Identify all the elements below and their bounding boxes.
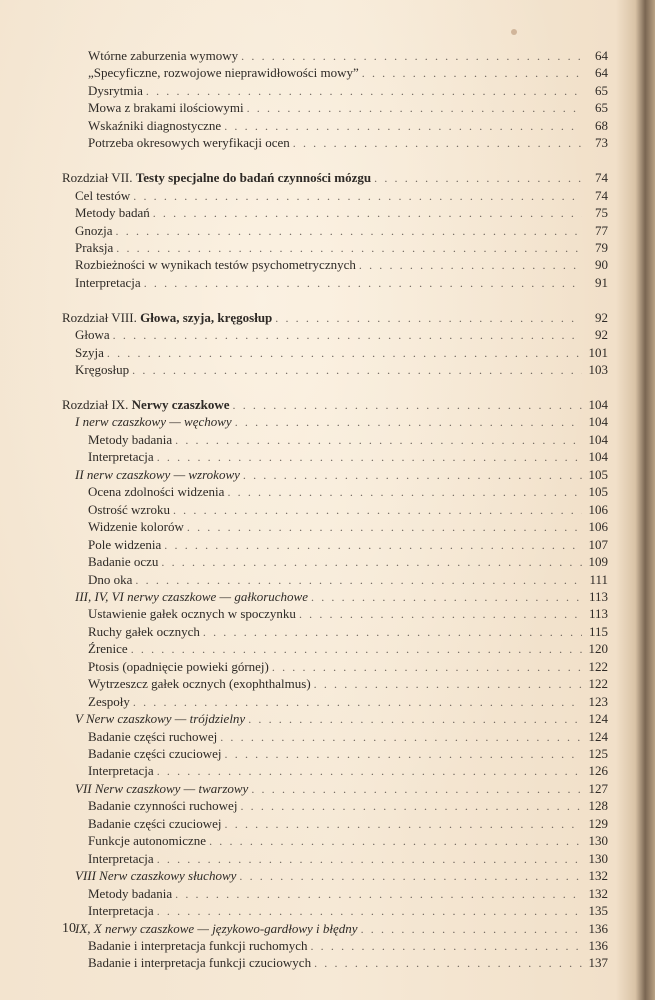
toc-section (75, 326, 608, 344)
dot-leader (133, 693, 582, 711)
toc-section (75, 466, 608, 484)
toc-entry-title: Interpretacja (88, 763, 154, 779)
toc-entry-title: Głowa (75, 327, 110, 343)
dot-leader (203, 623, 582, 641)
toc-entry-title: Ocena zdolności widzenia (88, 484, 225, 500)
toc-entry-title: Badanie czynności ruchowej (88, 798, 238, 814)
toc-section (75, 256, 608, 274)
toc-page-number: 68 (595, 117, 608, 133)
dot-leader (107, 344, 582, 362)
toc-entry (88, 658, 608, 676)
paper-stain (511, 29, 517, 35)
toc-page-number: 101 (588, 344, 608, 360)
toc-entry-title: Badanie części ruchowej (88, 728, 218, 744)
toc-entry-title: VII Nerw czaszkowy — twarzowy (75, 780, 249, 796)
toc-entry (88, 675, 608, 693)
toc-entry (88, 745, 608, 763)
dot-leader (225, 815, 582, 833)
toc-entry-title: Mowa z brakami ilościowymi (88, 100, 244, 116)
dot-leader (220, 728, 582, 746)
toc-entry-title: Praksja (75, 239, 114, 255)
toc-entry-title: Dysrytmia (88, 82, 143, 98)
toc-page-number: 124 (588, 711, 608, 727)
toc-entry-title: Pole widzenia (88, 536, 162, 552)
toc-page-number: 132 (588, 868, 608, 884)
dot-leader (247, 99, 582, 117)
dot-leader (161, 553, 582, 571)
toc-page-number: 105 (588, 466, 608, 482)
toc-page-number: 91 (595, 274, 608, 290)
toc-page-number: 115 (588, 623, 608, 639)
dot-leader (299, 605, 582, 623)
toc-entry (88, 553, 608, 571)
toc-entry (88, 623, 608, 641)
toc-entry-title: Metody badań (75, 205, 150, 221)
toc-page-number: 123 (588, 693, 608, 709)
toc-section (75, 710, 608, 728)
dot-leader (235, 413, 582, 431)
toc-page-number: 125 (588, 746, 608, 761)
toc-page-number: 64 (595, 48, 608, 63)
toc-entry (88, 605, 608, 623)
dot-leader (131, 640, 582, 658)
toc-page-number: 79 (595, 239, 608, 255)
toc-section (75, 920, 608, 938)
toc-entry (88, 937, 608, 955)
toc-entry-title: Badanie oczu (88, 554, 159, 570)
chapter-title: Testy specjalne do badań czynności mózgu (135, 170, 372, 186)
toc-section (75, 344, 608, 362)
toc-page-number: 77 (595, 222, 608, 238)
dot-leader (239, 867, 582, 885)
toc-entry (88, 954, 608, 972)
toc-entry-title: V Nerw czaszkowy — trójdzielny (75, 711, 246, 727)
toc-page-number: 128 (588, 798, 608, 814)
toc-entry-title (62, 396, 233, 414)
toc-section (75, 780, 608, 798)
toc-entry (88, 501, 608, 519)
dot-leader (116, 222, 582, 240)
toc-page-number: 92 (595, 309, 608, 325)
toc-page-number: 127 (588, 780, 608, 796)
chapter-number: Rozdział IX. (62, 397, 129, 412)
toc-entry-title: Interpretacja (88, 449, 154, 465)
toc-entry-title: Ptosis (opadnięcie powieki górnej) (88, 658, 269, 674)
toc-entry-title: Wtórne zaburzenia wymowy (88, 48, 239, 63)
dot-leader (241, 47, 582, 65)
dot-leader (146, 82, 582, 100)
toc-page-number: 92 (595, 327, 608, 343)
dot-leader (248, 710, 582, 728)
toc-page-number: 73 (595, 135, 608, 151)
dot-leader (135, 571, 582, 589)
toc-page-number: 109 (588, 554, 608, 570)
toc-entry-title: IX, X nerwy czaszkowe — językowo-gardłowy i błędny (75, 920, 358, 936)
toc-entry (88, 885, 608, 903)
toc-entry-title: Metody badania (88, 431, 173, 447)
toc-entry (88, 762, 608, 780)
toc-chapter (62, 309, 608, 327)
toc-page-number: 103 (588, 362, 608, 378)
toc-entry (88, 536, 608, 554)
chapter-number: Rozdział VII. (62, 170, 133, 186)
toc-page-number: 113 (588, 606, 608, 622)
toc-entry-title: Interpretacja (88, 850, 154, 866)
toc-entry-title (62, 169, 374, 187)
toc-entry-title: Badanie i interpretacja funkcji ruchomych (88, 937, 308, 953)
dot-leader (293, 134, 582, 152)
toc-page-number: 136 (588, 920, 608, 936)
toc-entry-title: Badanie części czuciowej (88, 746, 222, 761)
toc-page-number: 65 (595, 82, 608, 98)
toc-entry-title: VIII Nerw czaszkowy słuchowy (75, 868, 237, 884)
toc-page-number: 106 (588, 501, 608, 517)
dot-leader (225, 745, 582, 763)
toc-entry-title: Ustawienie gałek ocznych w spoczynku (88, 606, 296, 622)
toc-entry (88, 64, 608, 82)
toc-page-number: 75 (595, 205, 608, 221)
toc-page-number: 113 (588, 588, 608, 604)
chapter-number: Rozdział VIII. (62, 309, 137, 325)
dot-leader (374, 169, 582, 187)
toc-page-number: 105 (588, 484, 608, 500)
toc-page-number: 111 (589, 571, 608, 587)
toc-entry-title: Metody badania (88, 885, 173, 901)
toc-entry (88, 902, 608, 920)
chapter-title: Głowa, szyja, kręgosłup (140, 309, 273, 325)
toc-page-number: 74 (595, 187, 608, 203)
toc-entry-title: III, IV, VI nerwy czaszkowe — gałkoruchowe (75, 588, 308, 604)
toc-page-number: 64 (595, 65, 608, 81)
dot-leader (251, 780, 582, 798)
toc-page-number: 122 (588, 676, 608, 692)
toc-page-number: 74 (595, 170, 608, 186)
dot-leader (157, 902, 582, 920)
toc-section (75, 204, 608, 222)
dot-leader (175, 431, 582, 449)
toc-chapter (62, 169, 608, 187)
toc-entry (88, 134, 608, 152)
toc-section (75, 588, 608, 606)
dot-leader (314, 954, 582, 972)
dot-leader (113, 326, 582, 344)
toc-section (75, 361, 608, 379)
dot-leader (157, 448, 582, 466)
toc-page-number: 120 (588, 641, 608, 657)
dot-leader (187, 518, 582, 536)
toc-page-number: 104 (588, 397, 608, 412)
dot-leader (157, 762, 582, 780)
dot-leader (157, 850, 582, 868)
toc-page-number: 130 (588, 850, 608, 866)
dot-leader (173, 501, 582, 519)
toc-entry-title: Funkcje autonomiczne (88, 833, 207, 849)
toc-section (75, 239, 608, 257)
dot-leader (224, 117, 582, 135)
toc-page-number: 122 (588, 658, 608, 674)
page-number: 10 (62, 921, 76, 936)
toc-page-number: 124 (588, 728, 608, 744)
toc-section (75, 867, 608, 885)
dot-leader (116, 239, 582, 257)
toc-entry-title: Wytrzeszcz gałek ocznych (exophthalmus) (88, 676, 311, 692)
toc-entry-title: II nerw czaszkowy — wzrokowy (75, 466, 240, 482)
dot-leader (311, 588, 582, 606)
toc-entry-title: Kręgosłup (75, 362, 130, 378)
dot-leader (314, 675, 582, 693)
toc-entry-title: Ruchy gałek ocznych (88, 623, 200, 639)
toc-entry (88, 640, 608, 658)
toc-entry-title: Badanie części czuciowej (88, 815, 222, 831)
toc-entry-title: Zespoły (88, 693, 130, 709)
toc-page-number: 130 (588, 833, 608, 849)
dot-leader (133, 187, 582, 205)
toc-page-number: 132 (588, 885, 608, 901)
toc-section (75, 413, 608, 431)
chapter-title: Nerwy czaszkowe (131, 397, 230, 412)
toc-entry (88, 47, 608, 65)
dot-leader (359, 256, 582, 274)
toc-page-number: 104 (588, 414, 608, 430)
toc-entry (88, 431, 608, 449)
toc-entry-title: Interpretacja (75, 274, 141, 290)
toc-entry (88, 797, 608, 815)
toc-entry-title: Badanie i interpretacja funkcji czuciowych (88, 955, 312, 971)
dot-leader (361, 920, 582, 938)
toc-entry (88, 832, 608, 850)
toc-entry (88, 483, 608, 501)
dot-leader (227, 483, 582, 501)
toc-chapter (62, 396, 608, 414)
toc-entry-title: I nerw czaszkowy — węchowy (75, 414, 232, 430)
toc-entry (88, 99, 608, 117)
toc-entry (88, 82, 608, 100)
toc-section (75, 222, 608, 240)
toc-entry-title: Widzenie kolorów (88, 519, 184, 535)
toc-entry-title: Interpretacja (88, 903, 154, 919)
toc-entry-title: Źrenice (88, 641, 128, 657)
toc-page-number: 129 (588, 815, 608, 831)
toc-entry-title (62, 309, 275, 327)
toc-page-number: 107 (588, 536, 608, 552)
toc-entry-title: „Specyficzne, rozwojowe nieprawidłowości mowy” (88, 65, 359, 81)
toc-entry-title: Dno oka (88, 571, 133, 587)
dot-leader (209, 832, 582, 850)
toc-page-number: 136 (588, 937, 608, 953)
toc-page-number: 65 (595, 100, 608, 116)
dot-leader (272, 658, 582, 676)
toc-entry-title: Gnozja (75, 222, 113, 238)
dot-leader (243, 466, 582, 484)
toc-page-number: 90 (595, 257, 608, 273)
toc-page-number: 135 (588, 903, 608, 919)
dot-leader (275, 309, 582, 327)
dot-leader (233, 396, 583, 414)
toc-page-number: 104 (588, 431, 608, 447)
toc-page-number: 137 (588, 955, 608, 971)
toc-entry-title: Wskaźniki diagnostyczne (88, 117, 222, 133)
toc-page-number: 126 (588, 763, 608, 779)
dot-leader (164, 536, 582, 554)
dot-leader (310, 937, 582, 955)
toc-section (75, 274, 608, 292)
toc-entry (88, 117, 608, 135)
toc-entry-title: Szyja (75, 344, 104, 360)
toc-entry (88, 518, 608, 536)
dot-leader (175, 885, 582, 903)
toc-entry (88, 693, 608, 711)
toc-entry (88, 571, 608, 589)
toc-entry (88, 448, 608, 466)
dot-leader (153, 204, 582, 222)
toc-entry-title: Rozbieżności w wynikach testów psychometrycznych (75, 257, 356, 273)
dot-leader (132, 361, 582, 379)
toc-page-number: 106 (588, 519, 608, 535)
dot-leader (240, 797, 582, 815)
toc-section (75, 187, 608, 205)
dot-leader (362, 64, 582, 82)
toc-entry (88, 850, 608, 868)
toc-entry (88, 728, 608, 746)
toc-entry (88, 815, 608, 833)
toc-entry-title: Ostrość wzroku (88, 501, 170, 517)
toc-entry-title: Cel testów (75, 187, 131, 203)
toc-page-number: 104 (588, 449, 608, 465)
toc-entry-title: Potrzeba okresowych weryfikacji ocen (88, 135, 290, 151)
dot-leader (144, 274, 582, 292)
